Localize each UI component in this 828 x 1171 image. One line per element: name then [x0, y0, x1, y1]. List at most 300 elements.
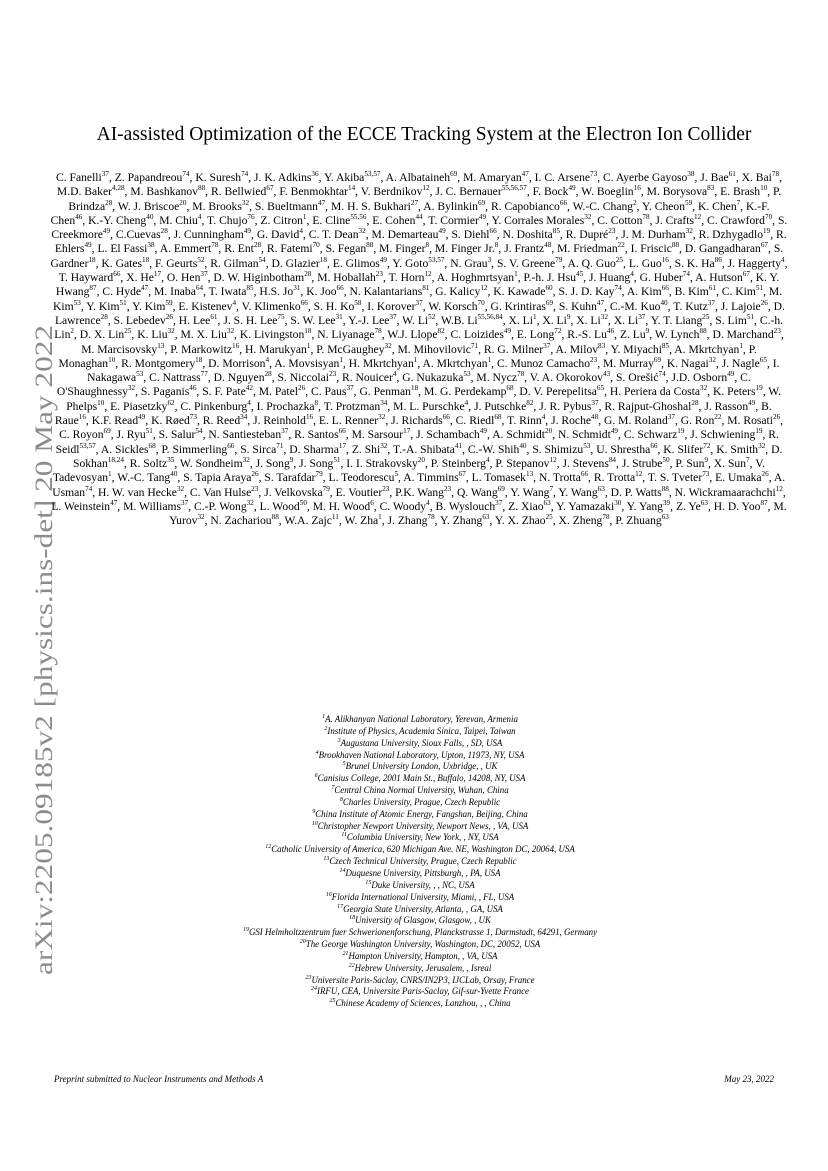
author-name: K. Suresh — [195, 171, 242, 184]
author — [620, 328, 649, 341]
author — [557, 242, 625, 255]
author-name: J. S. H. Lee — [223, 313, 278, 327]
author-affiliation-ref: 32 — [246, 498, 254, 507]
author-affiliation-ref: 4 — [781, 255, 785, 264]
author-name: D. Sharma — [289, 442, 339, 456]
author-name: S. Fegan — [325, 242, 367, 256]
author-affiliation-ref: 26 — [772, 413, 781, 422]
author-name: X. Li — [576, 313, 601, 327]
author-affiliation-ref: 9 — [645, 327, 650, 336]
author-affiliation-ref: 39 — [662, 498, 671, 507]
author-name: H. Lee — [178, 313, 211, 327]
author-name: D. Marchand — [712, 328, 774, 342]
author-name: W.J. Llope — [387, 328, 438, 342]
author-affiliation-ref: 1 — [306, 341, 311, 350]
author — [121, 357, 202, 370]
author — [367, 300, 422, 313]
author-name: J. Schwiening — [690, 428, 756, 442]
author-affiliation-ref: 78 — [602, 513, 610, 522]
author — [259, 285, 300, 298]
author-affiliation-ref: 55,56 — [350, 213, 367, 222]
author — [170, 343, 239, 356]
author — [154, 285, 203, 298]
author-affiliation-ref: 53 — [136, 370, 144, 379]
affiliation — [150, 927, 690, 939]
author — [346, 457, 425, 470]
affiliation-text: Christopher Newport University, Newport News, , VA, USA — [317, 820, 529, 831]
author-name: G. Penman — [359, 385, 411, 399]
author-name: D. X. Lin — [79, 328, 125, 342]
author-affiliation-ref: 37 — [707, 298, 715, 307]
author — [712, 328, 780, 341]
author-affiliation-ref: 4 — [426, 498, 430, 507]
author-name: M. H. Wood — [312, 499, 371, 513]
author-name: G. Nukazuka — [402, 371, 464, 385]
affiliation-number: 6 — [314, 773, 318, 780]
author-name: Y. Wang — [510, 485, 550, 499]
author-name: M. Nycz — [476, 371, 517, 385]
author-affiliation-ref: 4 — [232, 298, 237, 307]
author-affiliation-ref: 1 — [413, 356, 418, 364]
author — [435, 185, 526, 198]
author-affiliation-ref: 63 — [597, 484, 605, 493]
author-affiliation-ref: 51 — [333, 456, 341, 465]
author-name: R. Ent — [224, 242, 254, 256]
author — [194, 500, 254, 513]
author-affiliation-ref: 18 — [88, 255, 96, 264]
author — [92, 414, 146, 427]
author-affiliation-ref: 37 — [591, 398, 599, 407]
author-name: C. Paus — [311, 385, 347, 399]
author-name: K. Røed — [151, 414, 190, 428]
author-name: J. Putschke — [474, 399, 527, 413]
author-affiliation-ref: 37 — [667, 413, 675, 422]
affiliation-number: 21 — [342, 950, 349, 957]
author-affiliation-ref: 72 — [703, 441, 711, 450]
author — [209, 285, 254, 298]
author-name: H. Mkrtchyan — [348, 356, 414, 370]
affiliation — [150, 951, 690, 963]
author — [114, 314, 173, 327]
author-affiliation-ref: 32 — [384, 341, 392, 350]
author — [380, 500, 430, 513]
affiliation-text: Brookhaven National Laboratory, Upton, 11973, NY, USA — [318, 749, 525, 760]
affiliation — [150, 750, 690, 762]
author-affiliation-ref: 73 — [189, 413, 197, 422]
author — [88, 214, 153, 227]
author-name: L. Wood — [259, 499, 300, 513]
author-name: Y. X. Zhao — [494, 514, 546, 528]
author — [348, 314, 397, 327]
author-name: M. Demarteau — [371, 228, 439, 242]
author — [207, 214, 255, 227]
author — [387, 328, 444, 341]
author — [389, 271, 432, 284]
author-affiliation-ref: 32 — [226, 327, 235, 336]
author — [240, 328, 312, 341]
author-name: T. S. Tveter — [647, 471, 703, 485]
author-affiliation-ref: 47 — [110, 498, 118, 507]
author — [476, 371, 524, 384]
author-affiliation-ref: 1 — [739, 341, 743, 350]
author — [651, 314, 710, 327]
author — [257, 400, 319, 413]
author-name: X. He — [126, 271, 154, 285]
affiliation-text: Columbia University, New York, , NY, USA — [346, 832, 499, 843]
author — [324, 400, 388, 413]
author — [727, 414, 780, 427]
author-name: K. Nagai — [666, 356, 709, 370]
author — [352, 428, 411, 441]
author-name: S. W. Lee — [290, 313, 336, 327]
author — [495, 457, 556, 470]
author-name: A. Milov — [555, 342, 599, 356]
author-affiliation-ref: 13 — [525, 470, 534, 479]
affiliation-text: Hebrew University, Jerusalem, , Isreal — [354, 962, 492, 973]
author-affiliation-ref: 55,56,84 — [477, 313, 503, 322]
author — [559, 514, 610, 527]
author-affiliation-ref: 49 — [478, 213, 487, 222]
author — [242, 300, 308, 313]
author — [450, 328, 511, 341]
author — [116, 228, 168, 241]
author — [349, 357, 418, 370]
author-affiliation-ref: 19 — [763, 227, 771, 236]
author-affiliation-ref: 66 — [338, 427, 346, 436]
author-name: Y. Yang — [626, 499, 663, 513]
author-affiliation-ref: 75 — [277, 313, 285, 322]
author-name: R.-S. Lu — [567, 328, 607, 342]
affiliation-number: 23 — [305, 974, 312, 981]
author — [257, 228, 303, 241]
author-name: K. Peters — [713, 385, 756, 399]
author — [101, 443, 156, 456]
author — [352, 443, 388, 456]
author-name: R. Santos — [294, 428, 339, 442]
author-affiliation-ref: 66 — [113, 270, 121, 279]
affiliation — [150, 761, 690, 773]
author — [671, 371, 734, 384]
author-affiliation-ref: 74 — [85, 484, 93, 493]
author-name: D. Morrison — [208, 356, 266, 370]
author — [533, 185, 576, 198]
author — [624, 428, 685, 441]
author-affiliation-ref: 58 — [354, 298, 362, 307]
author — [342, 371, 396, 384]
author — [179, 314, 218, 327]
author-name: L. Teodorescu — [328, 471, 395, 485]
author-affiliation-ref: 88 — [271, 513, 279, 522]
author-name: J. Rasson — [704, 399, 749, 413]
author-name: C.-h. Lin — [54, 313, 784, 342]
author-affiliation-ref: 71 — [276, 441, 284, 450]
affiliation — [150, 915, 690, 927]
author — [441, 314, 503, 327]
author-name: Y. Akiba — [323, 171, 365, 184]
author-name: E. Kistenev — [178, 299, 233, 313]
author-name: D. P. Watts — [610, 485, 662, 499]
author-name: A. Mkrtchyan — [674, 342, 740, 356]
author-name: D. Sokhan — [73, 442, 783, 470]
author — [576, 314, 608, 327]
author-name: V. Tadevosyan — [52, 456, 765, 485]
author — [254, 171, 319, 184]
author-name: R. Gilman — [210, 256, 259, 270]
author-affiliation-ref: 4 — [247, 398, 251, 407]
author-name: B. Kim — [674, 285, 709, 299]
author-affiliation-ref: 63 — [482, 513, 490, 522]
author-affiliation-ref: 50 — [299, 498, 307, 507]
author-affiliation-ref: 78 — [374, 327, 382, 336]
author-affiliation-ref: 69 — [477, 198, 486, 207]
affiliation-number: 7 — [331, 785, 335, 792]
author — [259, 385, 305, 398]
author-name: S. Salur — [158, 428, 196, 442]
author-affiliation-ref: 51 — [145, 427, 153, 436]
author-affiliation-ref: 68 — [148, 441, 156, 450]
author-name: J. Richards — [391, 414, 443, 428]
affiliation — [150, 844, 690, 856]
author-name: J. Schambach — [416, 428, 480, 442]
author-affiliation-ref: 49 — [479, 427, 488, 436]
author-affiliation-ref: 66 — [227, 441, 235, 450]
author — [490, 300, 553, 313]
affiliation — [150, 904, 690, 916]
author — [267, 242, 320, 255]
author — [558, 486, 604, 499]
author — [621, 228, 693, 241]
author — [640, 271, 690, 284]
author-affiliation-ref: 28 — [304, 270, 312, 279]
author-affiliation-ref: 74 — [658, 370, 666, 379]
author — [255, 200, 325, 213]
author-affiliation-ref: 44 — [415, 213, 423, 222]
author-name: J. M. Durham — [621, 228, 686, 242]
affiliation — [150, 773, 690, 785]
author-affiliation-ref: 37 — [281, 427, 289, 436]
author-name: H.S. Jo — [259, 285, 294, 299]
author — [80, 328, 132, 341]
author-name: C. Schwarz — [623, 428, 678, 442]
affiliation — [150, 880, 690, 892]
author-affiliation-ref: 78 — [516, 370, 525, 379]
author — [604, 400, 698, 413]
author — [115, 171, 190, 184]
author-affiliation-ref: 12 — [424, 270, 432, 279]
affiliation-text: China Institute of Atomic Energy, Fangshan, Beijing, China — [315, 808, 528, 819]
affiliation-text: IRFU, CEA, Universite Paris-Saclay, Gif-sur-Yvette France — [317, 986, 529, 997]
author-affiliation-ref: 14 — [347, 184, 356, 193]
author — [690, 428, 762, 441]
author-name: C. Loizides — [450, 328, 504, 342]
author — [495, 514, 553, 527]
author-affiliation-ref: 1 — [532, 313, 537, 322]
author-name: P. Monaghan — [58, 342, 757, 370]
author-name: Z. Ye — [675, 499, 701, 513]
author-name: W.-C. Tang — [117, 471, 171, 485]
author-name: R. Dupré — [565, 228, 609, 242]
author-affiliation-ref: 88 — [197, 184, 206, 193]
author-affiliation-ref: 61 — [728, 170, 736, 179]
author — [497, 357, 597, 370]
author-affiliation-ref: 13 — [157, 341, 165, 350]
author — [97, 242, 154, 255]
author-name: G. Krintiras — [490, 299, 546, 313]
author-affiliation-ref: 88 — [699, 327, 707, 336]
author-name: A. Schmidt — [492, 428, 546, 442]
author-affiliation-ref: 12 — [422, 184, 430, 193]
author — [130, 457, 175, 470]
author — [611, 486, 669, 499]
author-affiliation-ref: 49 — [243, 227, 252, 236]
author-affiliation-ref: 18 — [319, 255, 327, 264]
author — [132, 300, 172, 313]
author — [81, 343, 164, 356]
author-affiliation-ref: 31 — [335, 313, 343, 322]
author-name: F. Benmokhtar — [279, 185, 348, 199]
author-affiliation-ref: 28 — [105, 198, 113, 207]
author-affiliation-ref: 32 — [380, 441, 388, 450]
author — [213, 271, 311, 284]
author — [361, 185, 430, 198]
author — [507, 414, 545, 427]
author — [532, 443, 590, 456]
author-name: M. Marcisovsky — [81, 342, 158, 356]
author-name: E. Umaka — [715, 471, 762, 485]
author-affiliation-ref: 60 — [545, 284, 553, 293]
author — [713, 385, 763, 398]
author-affiliation-ref: 4 — [299, 227, 303, 236]
author-name: C. Fanelli — [56, 171, 102, 184]
author-name: Z. Xiao — [508, 499, 544, 513]
author-affiliation-ref: 37 — [495, 498, 503, 507]
author — [556, 343, 606, 356]
author-affiliation-ref: 52 — [428, 313, 436, 322]
author-name: Y. T. Liang — [650, 313, 703, 327]
affiliation-number: 24 — [311, 986, 318, 993]
author-name: Y. Cheon — [642, 199, 685, 213]
author — [59, 428, 111, 441]
author-affiliation-ref: 70 — [312, 241, 320, 250]
author-name: R. Montgomery — [121, 356, 196, 370]
author-affiliation-ref: 85 — [552, 227, 560, 236]
affiliation-text: Canisius College, 2001 Main St., Buffalo, 14208, NY, USA — [317, 773, 526, 784]
author-name: N. Liyanage — [317, 328, 375, 342]
affiliation-text: Florida International University, Miami, , FL, USA — [331, 891, 515, 902]
author-affiliation-ref: 71 — [470, 341, 479, 350]
author-name: M. Hoballah — [317, 271, 376, 285]
author-affiliation-ref: 18 — [410, 384, 419, 393]
author-affiliation-ref: 65 — [596, 384, 605, 393]
author-name: W. Lynch — [654, 328, 700, 342]
author-name: S. Shimizu — [532, 442, 584, 456]
author — [704, 400, 755, 413]
author-affiliation-ref: 32 — [358, 227, 366, 236]
author — [542, 314, 570, 327]
author — [178, 300, 236, 313]
author-name: G. M. Roland — [604, 414, 668, 428]
author — [440, 514, 489, 527]
author-name: X. Sun — [713, 456, 746, 470]
author — [277, 371, 336, 384]
affiliation — [150, 986, 690, 998]
author-affiliation-ref: 70 — [477, 298, 485, 307]
author-affiliation-ref: 40 — [170, 470, 178, 479]
author-name: C. Hyde — [102, 285, 142, 299]
author-name: S. Tapia Araya — [183, 471, 252, 485]
author-affiliation-ref: 19 — [755, 384, 763, 393]
author-name: D. Glazier — [271, 256, 320, 270]
author-name: K. Slifer — [663, 442, 704, 456]
author — [272, 257, 327, 270]
author — [428, 300, 484, 313]
author-name: X. Li — [613, 313, 639, 327]
author-name: E. Brash — [720, 185, 761, 199]
author-affiliation-ref: 79 — [322, 484, 330, 493]
author-name: Y. Miyachi — [610, 342, 662, 356]
author-affiliation-ref: 77 — [200, 370, 208, 379]
author-affiliation-ref: 16 — [633, 184, 641, 193]
author — [264, 471, 322, 484]
author-name: E. Long — [516, 328, 555, 342]
author-name: T. Cormier — [428, 213, 479, 227]
author-name: R. Fatemi — [266, 242, 313, 256]
affiliation-text: Georgia State University, Atlanta, , GA, USA — [343, 903, 503, 914]
author-affiliation-ref: 83 — [598, 341, 606, 350]
author-affiliation-ref: 46 — [189, 384, 197, 393]
author-affiliation-ref: 23 — [590, 356, 598, 364]
author-affiliation-ref: 82 — [526, 398, 534, 407]
author-name: Y. Yamazaki — [556, 499, 615, 513]
author-name: J. Song — [299, 456, 334, 470]
author-name: M. Brooks — [192, 199, 242, 213]
author — [594, 471, 642, 484]
author-affiliation-ref: 49 — [379, 255, 387, 264]
author — [123, 500, 188, 513]
author-name: P. Simmerling — [161, 442, 228, 456]
author — [279, 185, 355, 198]
author-name: S. Bueltmann — [254, 199, 318, 213]
author — [110, 400, 175, 413]
affiliation-number: 20 — [299, 939, 306, 946]
author-affiliation-ref: 74 — [614, 284, 622, 293]
author — [402, 314, 435, 327]
author — [556, 500, 621, 513]
author-affiliation-ref: 53 — [463, 370, 471, 379]
author-affiliation-ref: 49 — [568, 184, 576, 193]
author-affiliation-ref: 1 — [302, 213, 307, 222]
author-affiliation-ref: 42 — [245, 384, 253, 393]
affiliation-number: 25 — [329, 998, 336, 1005]
author — [700, 171, 736, 184]
author-name: D. Lawrence — [54, 299, 785, 327]
author — [567, 328, 614, 341]
author — [208, 428, 288, 441]
affiliation — [150, 868, 690, 880]
author-affiliation-ref: 78 — [771, 170, 780, 179]
author-affiliation-ref: 25 — [545, 513, 553, 522]
author-affiliation-ref: 28 — [691, 398, 699, 407]
author — [539, 400, 598, 413]
author — [722, 285, 763, 298]
author-name: A. Bylinkin — [423, 199, 478, 213]
author — [141, 385, 197, 398]
author-affiliation-ref: 49 — [610, 427, 619, 436]
author-name: R. Trotta — [593, 471, 636, 485]
author-name: D. Gangadharan — [684, 242, 761, 256]
author-name: A. Movsisyan — [274, 356, 340, 370]
affiliation-number: 12 — [265, 844, 272, 851]
